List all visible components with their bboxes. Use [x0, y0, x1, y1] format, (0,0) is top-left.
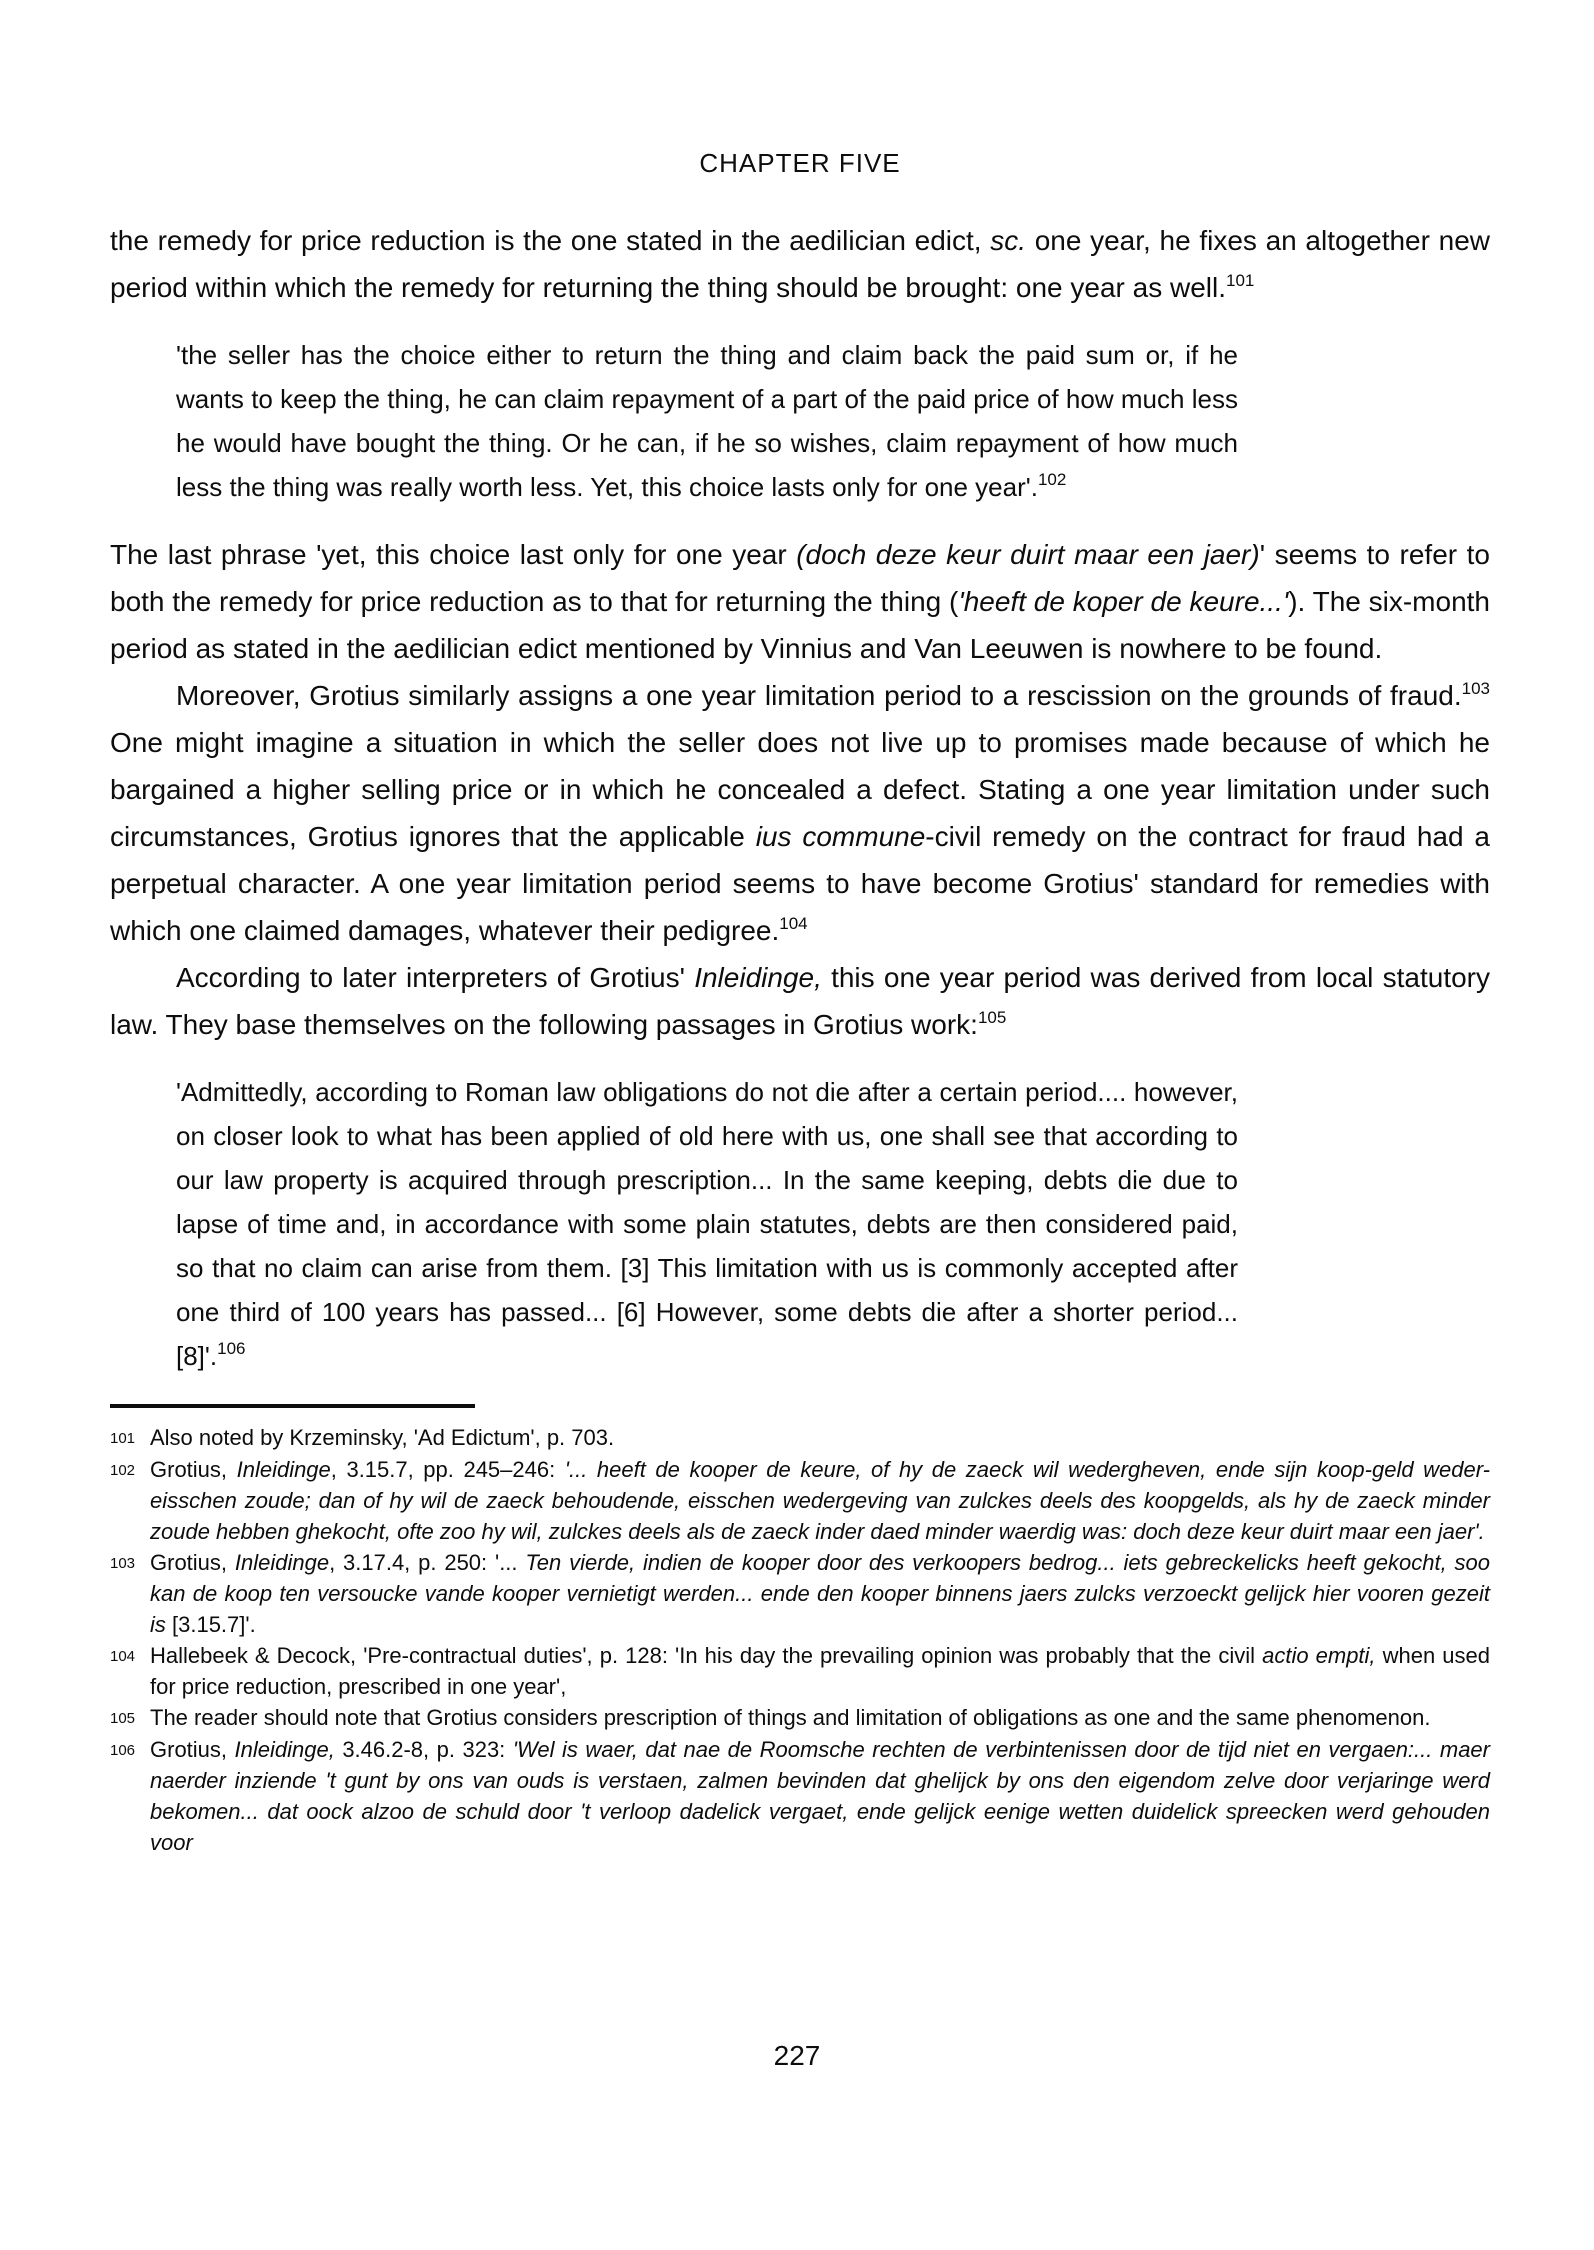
block-quote-admittedly-roman-law: 'Admittedly, according to Roman law obligations do not die after a certain period.... however, on closer look to what has been applied of old here with us, one shall see that according to our law property is acquired through prescription... In the same keeping, debts die due to lapse of time and, in accordance with some plain statutes, debts are then considered paid, so that no claim can arise from them. [3] This limitation with us is commonly accepted after one third of 100 years has passed... [6] However, some debts die after a shorter period... [8]'.$^{106}$: [176, 1077, 1238, 1371]
footnote-number: 103: [110, 1555, 136, 1572]
paragraph-moreover-grotius: Moreover, Grotius similarly assigns a one year limitation period to a rescission on the grounds of fraud.$^{103}$ One might imagine a situation in which the seller does not live up to promises made because of which he bargained a higher selling price or in which he concealed a defect. Stating a one year limitation under such circumstances, Grotius ignores that the applicable ius commune-civil remedy on the contract for fraud had a perpetual character. A one year limitation period seems to have become Grotius' standard for remedies with which one claimed damages, whatever their pedigree.$^{104}$: [110, 679, 1490, 946]
footnote-103: [110, 1547, 1490, 1640]
block-quote-seller-choice: 'the seller has the choice either to return the thing and claim back the paid sum or, if he wants to keep the thing, he can claim repayment of a part of the paid price of how much less he would have bought the thing. Or he can, if he so wishes, claim repayment of how much less the thing was really worth less. Yet, this choice lasts only for one year'.$^{102}$: [176, 340, 1238, 502]
footnotes-section: [110, 1422, 1490, 1858]
footnote-106: [110, 1734, 1490, 1858]
footnote-text: Grotius, Inleidinge, 3.17.4, p. 250: '... Ten vierde, indien de kooper door des verkoopers bedrog... iets gebreckelicks heeft gekocht, soo kan de koop ten versoucke vande kooper vernietigt werden... ende den kooper binnens jaers zulcks verzoeckt gelijck hier vooren gezeit is [3.15.7]'.: [150, 1550, 1491, 1637]
footnote-102: [110, 1454, 1490, 1547]
footnote-104: [110, 1640, 1490, 1702]
footnote-text: Hallebeek & Decock, 'Pre-contractual duties', p. 128: 'In his day the prevailing opinion was probably that the civil actio empti, when used for price reduction, prescribed in one year',: [150, 1643, 1490, 1699]
footnote-number: 105: [110, 1710, 136, 1727]
chapter-heading: CHAPTER FIVE: [699, 148, 901, 178]
footnote-number: 101: [110, 1430, 136, 1447]
paragraph-according-interpreters: According to later interpreters of Grotius' Inleidinge, this one year period was derived from local statutory law. They base themselves on the following passages in Grotius work:$^{105}$: [110, 962, 1490, 1040]
paragraph-last-phrase: The last phrase 'yet, this choice last only for one year (doch deze keur duirt maar een jaer)' seems to refer to both the remedy for price reduction as to that for returning the thing ('heeft de koper de keure...'). The six-month period as stated in the aedilician edict mentioned by Vinnius and Van Leeuwen is nowhere to be found.: [110, 539, 1491, 664]
footnote-separator: [110, 1404, 475, 1408]
footnote-text: The reader should note that Grotius considers prescription of things and limitation of obligations as one and the same phenomenon.: [150, 1705, 1431, 1730]
footnote-105: [110, 1702, 1490, 1734]
footnote-101: [110, 1422, 1490, 1454]
page-number: 227: [773, 2040, 821, 2071]
paragraph-remedy-price-reduction: the remedy for price reduction is the one stated in the aedilician edict, sc. one year, he fixes an altogether new period within which the remedy for returning the thing should be brought: one year as well.$^{101}$: [110, 225, 1490, 303]
main-text: [110, 217, 1490, 1378]
footnote-number: 104: [110, 1648, 136, 1665]
footnote-text: Also noted by Krzeminsky, 'Ad Edictum', p. 703.: [150, 1425, 615, 1450]
footnote-text: Grotius, Inleidinge, 3.46.2-8, p. 323: 'Wel is waer, dat nae de Roomsche rechten de verbintenissen door de tijd niet en vergaen:... maer naerder inziende 't gunt by ons van ouds is verstaen, zalmen bevinden dat ghelijck by ons den eigendom zelve door verjaringe werd bekomen... dat oock alzoo de schuld door 't verloop dadelick vergaet, ende gelijck eenige wetten duidelick spreecken werd gehouden voor: [150, 1737, 1490, 1855]
footnote-number: 102: [110, 1462, 136, 1479]
footnote-text: Grotius, Inleidinge, 3.15.7, pp. 245–246: '... heeft de kooper de keure, of hy de zaeck wil wedergheven, ende sijn koop-geld weder-eisschen zoude; dan of hy wil de zaeck behoudende, eisschen wedergeving van zulckes deels des koopgelds, als hy de zaeck minder zoude hebben ghekocht, ofte zoo hy wil, zulckes deels als de zaeck inder daed minder waerdig was: doch deze keur duirt maar een jaer'.: [150, 1457, 1490, 1544]
footnote-number: 106: [110, 1742, 136, 1759]
